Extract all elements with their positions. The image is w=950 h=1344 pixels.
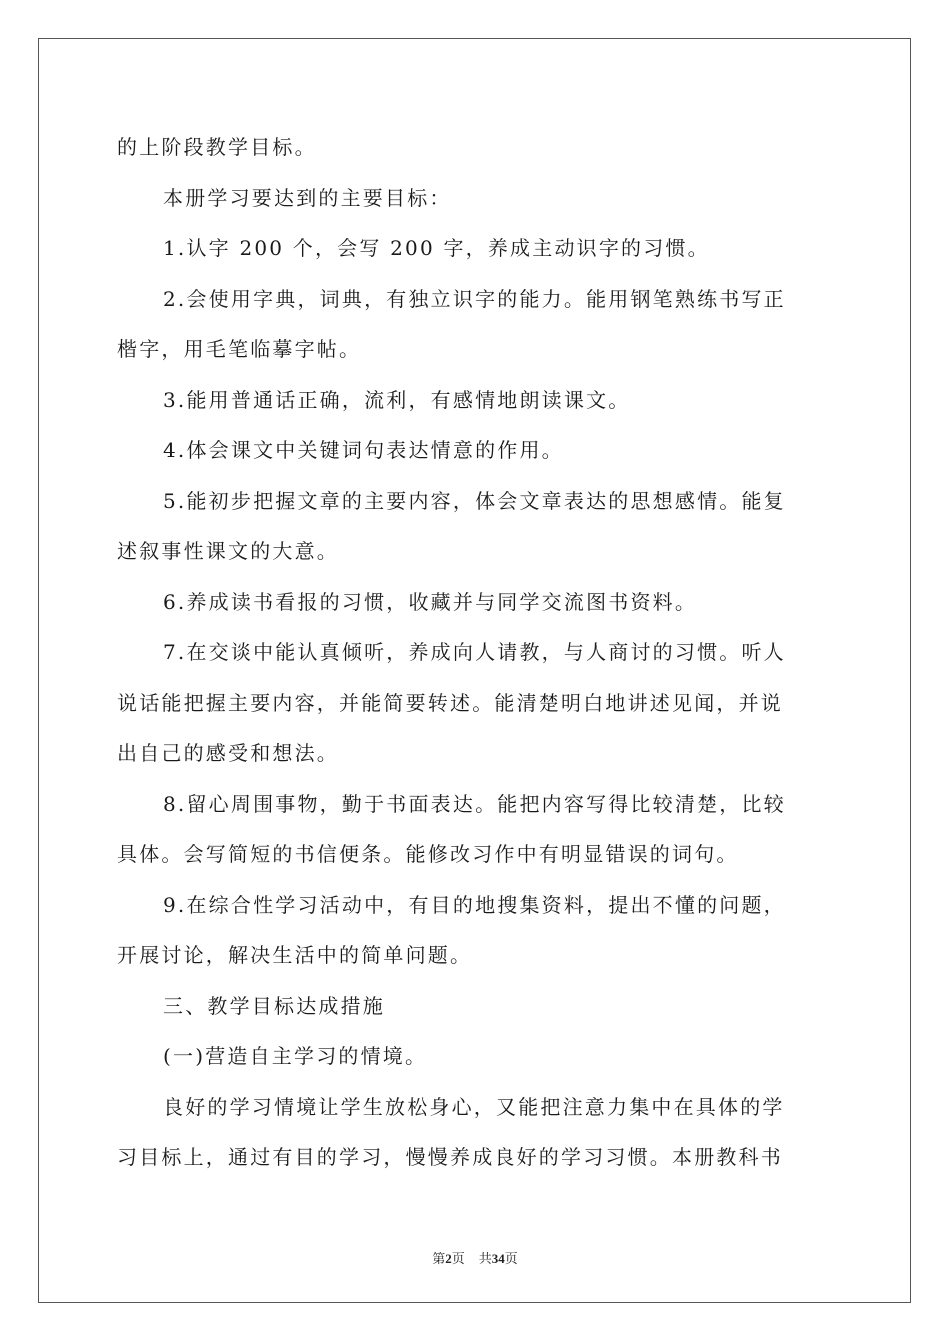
footer-total-pages: 34 <box>491 1251 505 1266</box>
text-line: 三、教学目标达成措施 <box>163 993 385 1018</box>
text-line: 习目标上，通过有目的学习，慢慢养成良好的学习习惯。本册教科书 <box>117 1145 783 1169</box>
footer-total-suffix: 页 <box>504 1252 518 1267</box>
text-line: 6.养成读书看报的习惯，收藏并与同学交流图书资料。 <box>163 589 698 614</box>
text-line: 开展讨论，解决生活中的简单问题。 <box>117 943 473 967</box>
text-line: 述叙事性课文的大意。 <box>117 539 339 563</box>
text-line: 楷字，用毛笔临摹字帖。 <box>117 337 362 361</box>
text-line: 3.能用普通话正确，流利，有感情地朗读课文。 <box>163 387 631 412</box>
text-line: (一)营造自主学习的情境。 <box>163 1044 428 1068</box>
text-line: 9.在综合性学习活动中，有目的地搜集资料，提出不懂的问题， <box>163 892 786 917</box>
text-line: 7.在交谈中能认真倾听，养成向人请教，与人商讨的习惯。听人 <box>163 640 786 664</box>
page-footer <box>0 1248 950 1267</box>
text-line: 的上阶段教学目标。 <box>117 135 317 159</box>
footer-total-prefix: 共 <box>478 1252 492 1267</box>
text-line: 说话能把握主要内容，并能简要转述。能清楚明白地讲述见闻，并说 <box>117 690 783 715</box>
text-line: 4.体会课文中关键词句表达情意的作用。 <box>163 438 564 462</box>
document-body <box>117 122 835 1183</box>
text-line: 具体。会写简短的书信便条。能修改习作中有明显错误的词句。 <box>117 842 739 866</box>
text-line: 5.能初步把握文章的主要内容，体会文章表达的思想感情。能复 <box>163 488 786 513</box>
text-line: 良好的学习情境让学生放松身心，又能把注意力集中在具体的学 <box>163 1094 785 1119</box>
footer-page-suffix: 页 <box>451 1252 465 1267</box>
footer-page-number: 2 <box>445 1251 452 1266</box>
footer-page-prefix: 第 <box>432 1252 446 1267</box>
text-line: 出自己的感受和想法。 <box>117 741 339 765</box>
text-line: 本册学习要达到的主要目标： <box>163 185 452 210</box>
text-line: 2.会使用字典，词典，有独立识字的能力。能用钢笔熟练书写正 <box>163 286 786 311</box>
text-line: 8.留心周围事物，勤于书面表达。能把内容写得比较清楚，比较 <box>163 791 786 816</box>
text-line: 1.认字 200 个，会写 200 字，养成主动识字的习惯。 <box>163 236 710 260</box>
